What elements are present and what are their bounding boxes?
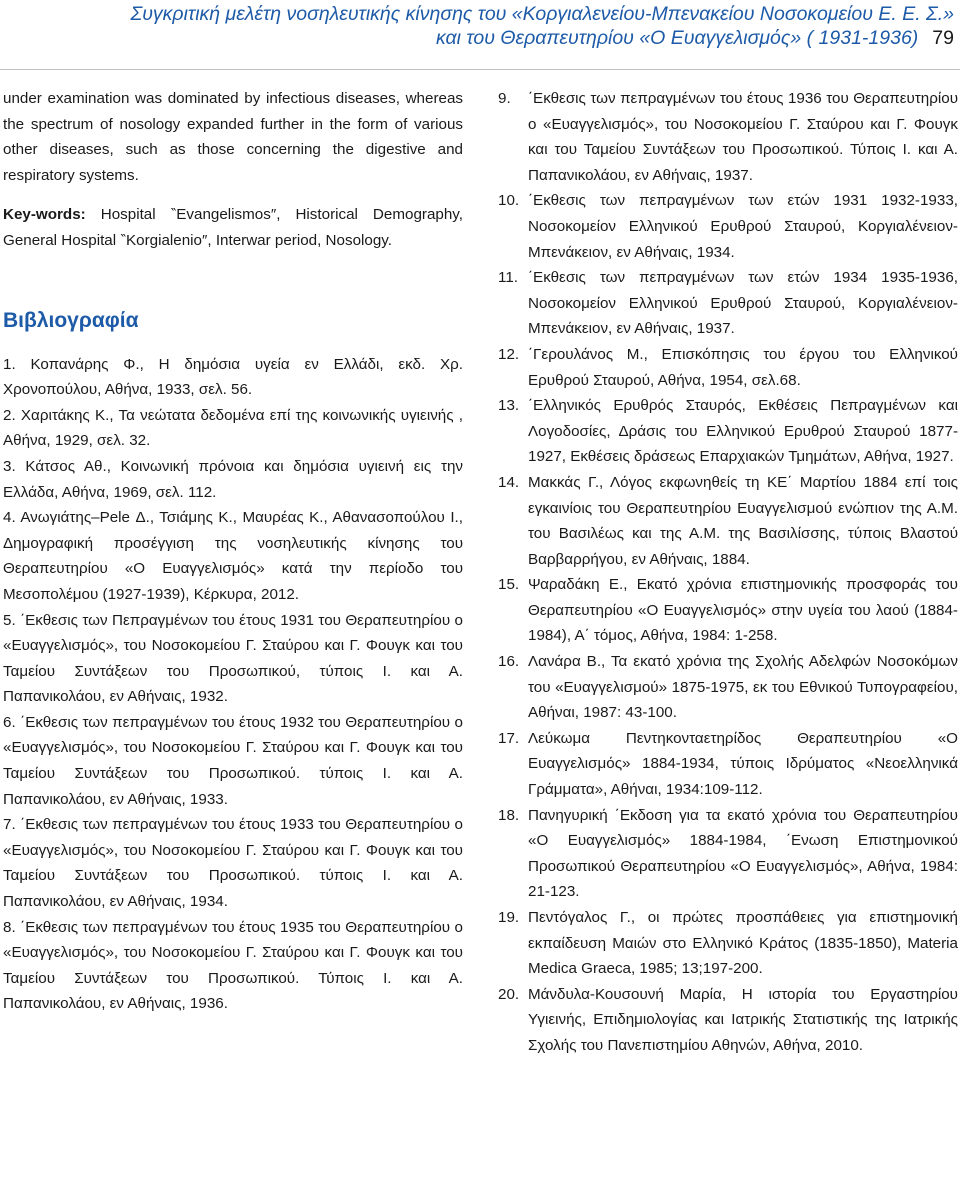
reference-number: 17.	[498, 729, 520, 747]
keywords-label: Key-words:	[3, 206, 86, 224]
reference-number: 19.	[498, 909, 520, 926]
reference-text: Λανάρα Β., Τα εκατό χρόνια της Σχολής Αδελφών Νοσοκόμων του «Ευαγγελισμού» 1875-1975, εκ του Εθνικού Τυπογραφείου, Αθήναι, 1987: 43-100.	[528, 653, 958, 722]
reference-item	[3, 915, 463, 1017]
page-number: 79	[932, 27, 954, 49]
reference-number: 13.	[498, 397, 520, 415]
reference-text: Ανωγιάτης–Pele Δ., Τσιάμης Κ., Μαυρέας Κ., Αθανασοπούλου Ι., Δημογραφική προσέγγιση της νοσηλευτικής κίνησης του Θεραπευτηρίου «Ο Ευαγγελισμός» κατά την περίοδο του Μεσοπολέμου (1927-1939), Κέρκυρα, 2012.	[3, 509, 463, 603]
reference-number: 16.	[498, 653, 520, 671]
right-column	[498, 86, 958, 1059]
bibliography-title: Βιβλιογραφία	[3, 308, 139, 332]
reference-number: 4.	[3, 509, 16, 527]
reference-item	[498, 342, 958, 393]
reference-item	[498, 803, 958, 905]
reference-item	[498, 265, 958, 342]
reference-item	[498, 726, 958, 803]
reference-number: 12.	[498, 345, 520, 363]
reference-number: 8.	[3, 918, 16, 936]
reference-text: ΄Εκθεσις των πεπραγμένων του έτους 1936 του Θεραπευτηρίου ο «Ευαγγελισμός», του Νοσοκομείου Γ. Σταύρου και Γ. Φουγκ και του Ταμείου Συντάξεων του Προσωπικού. Τύποις Ι. και Α. Παπανικολάου, εν Αθήναις, 1937.	[528, 90, 958, 184]
reference-number: 6.	[3, 713, 16, 731]
reference-text: Λεύκωμα Πεντηκονταετηρίδος Θεραπευτηρίου «Ο Ευαγγελισμός» 1884-1934, τύποις Ιδρύματος «Νεοελληνικά Γράμματα», Αθήναι, 1934:109-112.	[528, 729, 958, 799]
reference-text: ΄Γερουλάνος Μ., Επισκόπησις του έργου του Ελληνικού Ερυθρού Σταυρού, Αθήνα, 1954, σελ.68.	[528, 345, 958, 389]
reference-item	[3, 608, 463, 710]
reference-item	[3, 505, 463, 607]
left-column	[3, 86, 463, 1017]
reference-number: 10.	[498, 192, 520, 210]
abstract-tail: under examination was dominated by infectious diseases, whereas the spectrum of nosology expanded further in the form of various other diseases, such as those concerning the digestive and respiratory systems.	[3, 90, 463, 184]
reference-text: Χαριτάκης Κ., Τα νεώτατα δεδομένα επί της κοινωνικής υγιεινής , Αθήνα, 1929, σελ. 32.	[3, 406, 463, 450]
reference-item	[498, 982, 958, 1059]
reference-text: Πεντόγαλος Γ., οι πρώτες προσπάθειες για επιστημονική εκπαίδευση Μαιών στο Ελληνικό Κράτος (1835-1850), Materia Medica Graeca, 1985; 13;197-200.	[528, 909, 958, 978]
reference-list-right	[498, 86, 958, 1059]
reference-list-left	[3, 352, 463, 1017]
reference-item	[3, 710, 463, 812]
reference-text: ΄Εκθεσις των πεπραγμένων των ετών 1934 1935-1936, Νοσοκομείον Ελληνικού Ερυθρού Σταυρού, Κοργιαλένειον-Μπενάκειον, εν Αθήναις, 1937.	[528, 269, 958, 338]
reference-text: Κάτσος Αθ., Κοινωνική πρόνοια και δημόσια υγιεινή εις την Ελλάδα, Αθήνα, 1969, σελ. 112.	[3, 457, 463, 501]
reference-text: Μάνδυλα-Κουσουνή Μαρία, Η ιστορία του Εργαστηρίου Υγιεινής, Επιδημιολογίας και Ιατρικής Στατιστικής της Ιατρικής Σχολής του Πανεπιστημίου Αθηνών, Αθήνα, 2010.	[528, 985, 958, 1054]
reference-item	[498, 905, 958, 982]
reference-text: Πανηγυρική ΄Εκδοση για τα εκατό χρόνια του Θεραπευτηρίου «Ο Ευαγγελισμός» 1884-1984, ΄Ενωση Επιστημονικού Προσωπικού Θεραπευτηρίου «Ο Ευαγγελισμός», Αθήνα, 1984: 21-123.	[528, 806, 958, 901]
reference-number: 2.	[3, 406, 16, 424]
reference-item	[498, 572, 958, 649]
reference-item	[498, 470, 958, 572]
keywords-text: Hospital ‶Evangelismos″, Historical Demography, General Hospital ‶Korgialenio″, Interwar period, Nosology.	[3, 206, 463, 249]
reference-number: 11.	[498, 269, 518, 287]
reference-text: ΄Εκθεσις των Πεπραγμένων του έτους 1931 του Θεραπευτηρίου ο «Ευαγγελισμός», του Νοσοκομείου Γ. Σταύρου και Γ. Φουγκ και του Ταμείου Συντάξεων του Προσωπικού, τύποις Ι. και Α. Παπανικολάου, εν Αθήναις, 1932.	[3, 611, 463, 706]
reference-item	[498, 188, 958, 265]
reference-number: 9.	[498, 90, 511, 107]
reference-text: Μακκάς Γ., Λόγος εκφωνηθείς τη ΚΕ΄ Μαρτίου 1884 επί τοις εγκαινίοις του Θεραπευτηρίου Ευαγγελισμού ενώπιον της Α.Μ. του Βασιλέως και της Α.Μ. της Βασιλίσσης, τύποις Βλαστού Βαρβαρρήγου, εν Αθήναις, 1884.	[528, 473, 958, 568]
reference-number: 7.	[3, 816, 16, 834]
reference-text: ΄Ελληνικός Ερυθρός Σταυρός, Εκθέσεις Πεπραγμένων και Λογοδοσίες, Δράσις του Ελληνικού Ερυθρού Σταυρού 1877-1927, Εκθέσεις δράσεως Επαρχιακών Τμημάτων, Αθήνα, 1927.	[528, 397, 958, 466]
reference-number: 20.	[498, 985, 520, 1003]
reference-text: ΄Εκθεσις των πεπραγμένων του έτους 1933 του Θεραπευτηρίου ο «Ευαγγελισμός», του Νοσοκομείου Γ. Σταύρου και Γ. Φουγκ και του Ταμείου Συντάξεων του Προσωπικού. τύποις Ι. και Α. Παπανικολάου, εν Αθήναις, 1934.	[3, 816, 463, 911]
header-rule	[0, 69, 960, 70]
reference-number: 14.	[498, 473, 520, 491]
reference-number: 15.	[498, 576, 520, 594]
reference-text: Ψαραδάκη Ε., Εκατό χρόνια επιστημονικής προσφοράς του Θεραπευτηρίου «Ο Ευαγγελισμός» στην υγεία του λαού (1884-1984), Α΄ τόμος, Αθήνα, 1984: 1-258.	[528, 576, 958, 645]
reference-text: ΄Εκθεσις των πεπραγμένων των ετών 1931 1932-1933, Νοσοκομείον Ελληνικού Ερυθρού Σταυρού, Κοργιαλένειον-Μπενάκειον, εν Αθήναις, 1934.	[528, 192, 958, 261]
running-header-title: Συγκριτική μελέτη νοσηλευτικής κίνησης του «Κοργιαλενείου-Μπενακείου Νοσοκομείου Ε. Ε. Σ.»	[130, 3, 954, 25]
keywords	[3, 202, 463, 253]
reference-text: Κοπανάρης Φ., Η δημόσια υγεία εν Ελλάδι, εκδ. Χρ. Χρονοπούλου, Αθήνα, 1933, σελ. 56.	[3, 355, 463, 399]
reference-number: 3.	[3, 457, 16, 475]
reference-item	[3, 403, 463, 454]
reference-number: 5.	[3, 611, 16, 629]
reference-number: 1.	[3, 355, 16, 373]
reference-item	[498, 393, 958, 470]
reference-number: 18.	[498, 806, 520, 824]
running-header-subtitle-text: και του Θεραπευτηρίου «Ο Ευαγγελισμός» ( 1931-1936)	[435, 27, 919, 49]
reference-item	[3, 454, 463, 505]
reference-item	[498, 86, 958, 188]
reference-item	[498, 649, 958, 726]
reference-item	[3, 352, 463, 403]
running-header	[0, 0, 960, 70]
reference-text: ΄Εκθεσις των πεπραγμένων του έτους 1935 του Θεραπευτηρίου ο «Ευαγγελισμός», του Νοσοκομείου Γ. Σταύρου και Γ. Φουγκ και του Ταμείου Συντάξεων του Προσωπικού. Τύποις Ι. και Α. Παπανικολάου, εν Αθήναις, 1936.	[3, 918, 463, 1013]
reference-item	[3, 812, 463, 914]
reference-text: ΄Εκθεσις των πεπραγμένων του έτους 1932 του Θεραπευτηρίου ο «Ευαγγελισμός», του Νοσοκομείου Γ. Σταύρου και Γ. Φουγκ και του Ταμείου Συντάξεων του Προσωπικού. τύποις Ι. και Α. Παπανικολάου, εν Αθήναις, 1933.	[3, 713, 463, 808]
running-header-subtitle	[436, 26, 954, 50]
